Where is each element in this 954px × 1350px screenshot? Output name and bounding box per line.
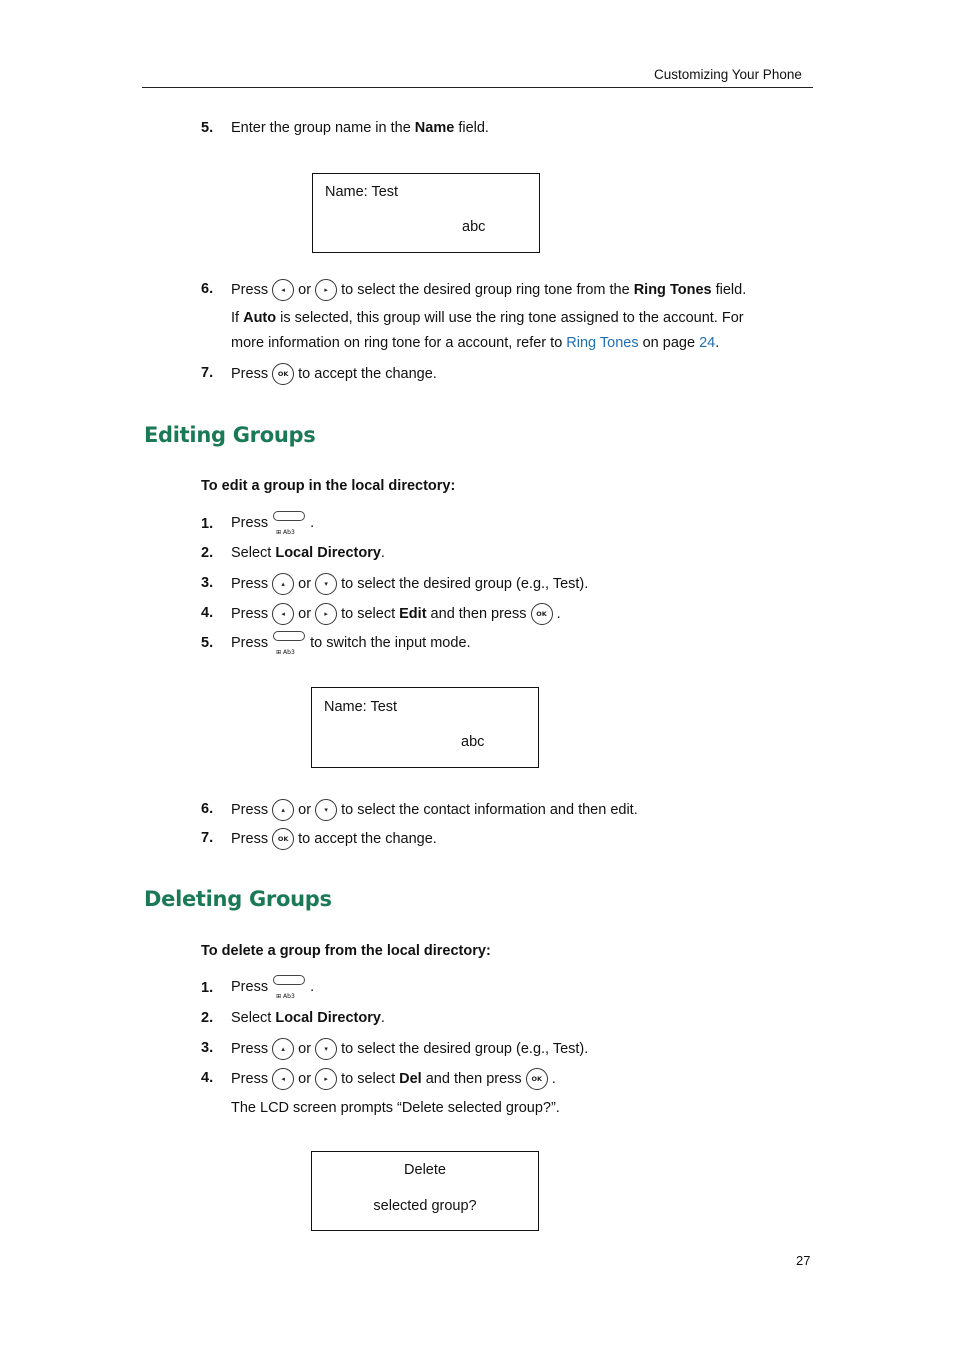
step-number: 5. — [201, 120, 214, 136]
text: Press — [231, 830, 269, 847]
ok-key-icon: OK — [526, 1068, 548, 1090]
page-link[interactable]: 24 — [699, 335, 716, 351]
lcd-line-2: selected group? — [373, 1198, 477, 1214]
lcd-line-1: Delete — [404, 1162, 446, 1178]
step-number: 4. — [201, 1070, 214, 1086]
lcd-line-1: Name: Test — [325, 184, 399, 200]
ok-key-icon: OK — [272, 828, 294, 850]
section-heading: Deleting Groups — [144, 887, 332, 911]
lcd-screen — [312, 173, 540, 253]
key-label: ⊞ Ab3 — [276, 993, 295, 1000]
text: Press — [231, 514, 269, 531]
lcd-line-2: abc — [462, 219, 486, 235]
step-number: 7. — [201, 365, 214, 381]
step-text — [231, 1008, 385, 1028]
key-label: ⊞ Ab3 — [276, 529, 295, 536]
text: If — [231, 310, 244, 326]
text: . — [310, 514, 315, 531]
text: on page — [638, 335, 700, 351]
text: or — [298, 605, 312, 622]
step-text — [231, 1068, 556, 1090]
step-text — [231, 511, 314, 535]
input-mode-key-icon — [272, 631, 306, 655]
input-mode-key-icon — [272, 975, 306, 999]
procedure-intro: To edit a group in the local directory: — [201, 478, 456, 494]
text: or — [298, 575, 312, 592]
down-arrow-icon: ▾ — [315, 799, 337, 821]
step-text — [231, 799, 638, 821]
text: Press — [231, 365, 269, 382]
text: Press — [231, 634, 269, 651]
text: Press — [231, 801, 269, 818]
text: is selected, this group will use the ring tone assigned to the account. For — [276, 310, 744, 326]
down-arrow-icon: ▾ — [315, 573, 337, 595]
text: and then press — [421, 1070, 522, 1087]
text: Press — [231, 575, 269, 592]
step-number: 6. — [201, 281, 214, 297]
softkey-name: Del — [399, 1070, 422, 1087]
header-rule — [142, 87, 813, 88]
text: or — [298, 1040, 312, 1057]
step-text — [231, 363, 437, 385]
step-number: 5. — [201, 635, 214, 651]
menu-name: Local Directory — [275, 1010, 381, 1026]
lcd-screen — [311, 1151, 539, 1231]
step-number: 6. — [201, 801, 214, 817]
text: Press — [231, 605, 269, 622]
step-number: 4. — [201, 605, 214, 621]
option-name: Auto — [243, 310, 277, 326]
text: Press — [231, 1040, 269, 1057]
procedure-intro: To delete a group from the local directory: — [201, 943, 491, 959]
step-number: 3. — [201, 1040, 214, 1056]
text: to accept the change. — [298, 830, 437, 847]
softkey-name: Edit — [399, 605, 427, 622]
ring-tones-link[interactable]: Ring Tones — [566, 335, 639, 351]
note-text: The LCD screen prompts “Delete selected group?”. — [231, 1100, 560, 1116]
text: . — [715, 335, 720, 351]
text: Press — [231, 978, 269, 995]
step-number: 2. — [201, 1010, 214, 1026]
text: and then press — [426, 605, 527, 622]
text: to select the desired group (e.g., Test). — [341, 1040, 589, 1057]
text: to select the desired group ring tone from the — [341, 281, 634, 298]
ok-key-icon: OK — [272, 363, 294, 385]
step-text — [231, 631, 471, 655]
text: Press — [231, 1070, 269, 1087]
step-text — [231, 118, 489, 138]
section-heading: Editing Groups — [144, 423, 316, 447]
up-arrow-icon: ▴ — [272, 573, 294, 595]
text: to select — [341, 605, 400, 622]
text: to select the desired group (e.g., Test). — [341, 575, 589, 592]
text: . — [551, 1070, 556, 1087]
key-label: ⊞ Ab3 — [276, 649, 295, 656]
up-arrow-icon: ▴ — [272, 799, 294, 821]
step-number: 7. — [201, 830, 214, 846]
step-number: 3. — [201, 575, 214, 591]
step-text — [231, 573, 588, 595]
step-text — [231, 975, 314, 999]
text: . — [380, 545, 385, 561]
page-number: 27 — [796, 1253, 811, 1268]
step-text — [231, 603, 561, 625]
left-arrow-icon: ◂ — [272, 1068, 294, 1090]
text: field. — [711, 281, 747, 298]
text: . — [310, 978, 315, 995]
running-header: Customizing Your Phone — [654, 67, 802, 82]
text: or — [298, 281, 312, 298]
step-text — [231, 1038, 588, 1060]
step-text — [231, 543, 385, 563]
lcd-screen — [311, 687, 539, 768]
text: more information on ring tone for a account, refer to — [231, 335, 567, 351]
step-number: 2. — [201, 545, 214, 561]
text: to select the contact information and then edit. — [341, 801, 638, 818]
step-number: 1. — [201, 980, 214, 996]
text: or — [298, 801, 312, 818]
text: to accept the change. — [298, 365, 437, 382]
text: Select — [231, 1010, 276, 1026]
note-line-2 — [231, 333, 719, 353]
text: to switch the input mode. — [310, 634, 471, 651]
text: Press — [231, 281, 269, 298]
up-arrow-icon: ▴ — [272, 1038, 294, 1060]
field-name: Ring Tones — [633, 281, 712, 298]
down-arrow-icon: ▾ — [315, 1038, 337, 1060]
ok-key-icon: OK — [531, 603, 553, 625]
field-name: Name — [414, 120, 455, 136]
right-arrow-icon: ▸ — [315, 1068, 337, 1090]
step-text — [231, 828, 437, 850]
menu-name: Local Directory — [275, 545, 381, 561]
text: . — [380, 1010, 385, 1026]
lcd-line-2: abc — [461, 734, 485, 750]
right-arrow-icon: ▸ — [315, 279, 337, 301]
text: field. — [454, 120, 489, 136]
left-arrow-icon: ◂ — [272, 603, 294, 625]
input-mode-key-icon — [272, 511, 306, 535]
text: Enter the group name in the — [231, 120, 415, 136]
lcd-line-1: Name: Test — [324, 699, 398, 715]
right-arrow-icon: ▸ — [315, 603, 337, 625]
text: or — [298, 1070, 312, 1087]
left-arrow-icon: ◂ — [272, 279, 294, 301]
step-number: 1. — [201, 516, 214, 532]
text: . — [556, 605, 561, 622]
text: to select — [341, 1070, 400, 1087]
text: Select — [231, 545, 276, 561]
note-line-1 — [231, 308, 744, 328]
step-text — [231, 279, 746, 301]
